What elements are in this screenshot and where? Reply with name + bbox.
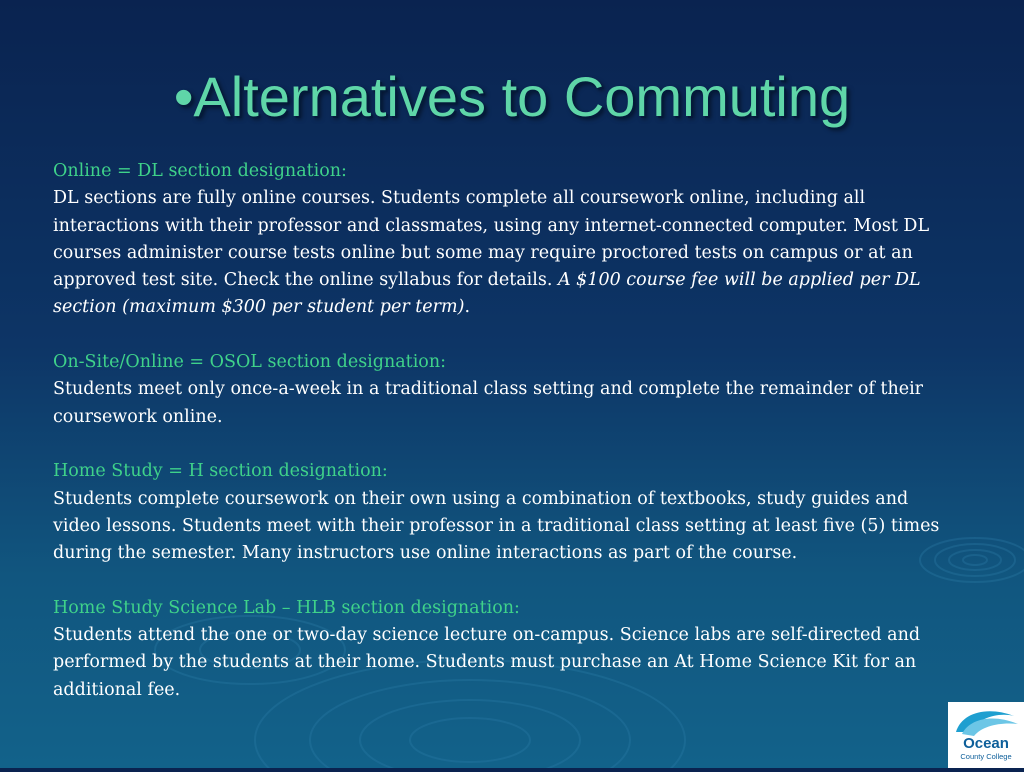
fee-note-end: . <box>464 297 471 318</box>
section-body: Students complete coursework on their own using a combination of textbooks, study guides and video lessons. Students meet with their professor in a traditional class setting at least five (5) times during the semester. Many instructors use online interactions as part of the course. <box>53 488 940 564</box>
section-online-dl <box>53 158 943 322</box>
section-osol <box>53 349 943 431</box>
logo-name: Ocean <box>963 735 1009 752</box>
section-body: Students meet only once-a-week in a traditional class setting and complete the remainder of their coursework online. <box>53 379 924 427</box>
fee-note: A $100 course fee will be applied per DL section (maximum $300 per student per term) <box>53 270 921 318</box>
section-heading: Home Study = H section designation: <box>53 461 388 482</box>
slide-content <box>53 158 943 731</box>
logo-subtitle: County College <box>960 752 1012 761</box>
section-heading: Online = DL section designation: <box>53 161 347 181</box>
slide-title: •Alternatives to Commuting <box>173 65 851 128</box>
section-heading: On-Site/Online = OSOL section designation: <box>53 352 447 373</box>
section-body: Students attend the one or two-day science lecture on-campus. Science labs are self-directed and performed by the students at their home. Students must purchase an At Home Science Kit for an additional fee. <box>53 625 921 700</box>
ocean-county-college-logo <box>948 702 1024 768</box>
section-body: DL sections are fully online courses. Students complete all coursework online, including all interactions with their professor and classmates, using any internet-connected computer. Most DL courses administer course tests online but some may require proctored tests on campus or at an approved test site. Check the online syllabus for details. <box>53 188 930 291</box>
section-home-study-lab <box>53 595 943 704</box>
section-heading: Home Study Science Lab – HLB section designation: <box>53 597 520 618</box>
section-home-study <box>53 458 943 567</box>
